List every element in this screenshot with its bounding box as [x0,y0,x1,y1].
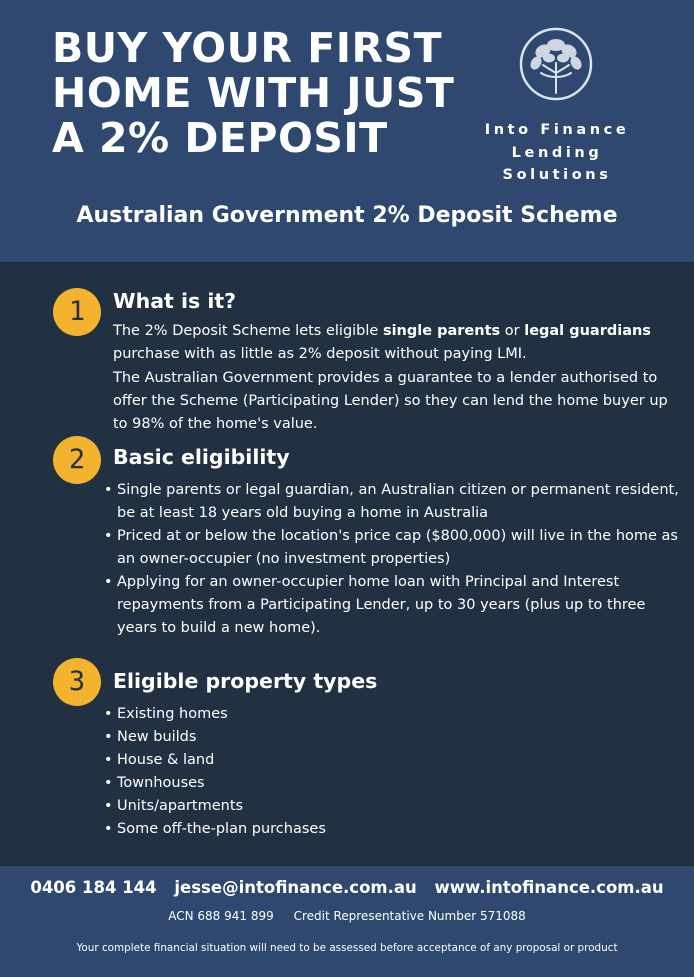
header-banner [0,0,694,262]
property-types-list [100,703,680,841]
headline [52,26,492,161]
section-title: What is it? [113,289,237,313]
list-item: • Units/apartments [100,795,680,818]
headline-line: BUY YOUR FIRST [52,24,443,72]
section-title: Eligible property types [113,669,378,693]
phone-number[interactable]: 0406 184 144 [30,878,157,897]
tree-icon [519,27,593,101]
list-item: • House & land [100,749,680,772]
brand-line: Into Finance [484,122,630,138]
registration-line [0,909,694,923]
email-link[interactable]: jesse@intofinance.com.au [174,878,417,897]
footer [0,866,694,977]
paragraph-text: or [500,323,525,339]
section-paragraph [113,320,673,436]
section-title: Basic eligibility [113,445,290,469]
list-item: • Priced at or below the location's price cap ($800,000) will live in the home as an owner-occupier (no investment properties) [100,525,680,571]
list-item: • Existing homes [100,703,680,726]
paragraph-text: The 2% Deposit Scheme lets eligible [113,323,383,339]
list-item: • New builds [100,726,680,749]
disclaimer: Your complete financial situation will need to be assessed before acceptance of any proposal or product [76,942,618,954]
paragraph-text: purchase with as little as 2% deposit without paying LMI. [113,346,527,363]
headline-line: HOME WITH JUST [52,69,455,117]
scheme-subheading: Australian Government 2% Deposit Scheme [76,203,618,228]
section-number-badge: 1 [53,288,101,336]
acn-number: ACN 688 941 899 [168,909,274,923]
brand-line: Solutions [502,167,612,183]
brand-line: Lending [511,144,603,161]
list-item: • Applying for an owner-occupier home loan with Principal and Interest repayments from a Participating Lender, up to 30 years (plus up to three years to build a new home). [100,571,680,640]
list-item: • Townhouses [100,772,680,795]
website-link[interactable]: www.intofinance.com.au [434,878,664,897]
section-number-badge: 2 [53,436,101,484]
contact-line [0,878,694,897]
headline-line: A 2% DEPOSIT [52,114,388,162]
main-content [0,262,694,866]
emphasis-text: legal guardians [524,323,651,339]
eligibility-list [100,479,680,640]
emphasis-text: single parents [382,323,501,339]
paragraph-text: The Australian Government provides a guarantee to a lender authorised to offer the Scheme (Participating Lender) so they can lend the home buyer up to 98% of the home's value. [113,369,668,433]
section-number-badge: 3 [53,658,101,706]
brand-name [470,119,644,187]
credit-rep-number: Credit Representative Number 571088 [293,909,526,923]
list-item: • Single parents or legal guardian, an Australian citizen or permanent resident, be at least 18 years old buying a home in Australia [100,479,680,525]
list-item: • Some off-the-plan purchases [100,818,680,841]
